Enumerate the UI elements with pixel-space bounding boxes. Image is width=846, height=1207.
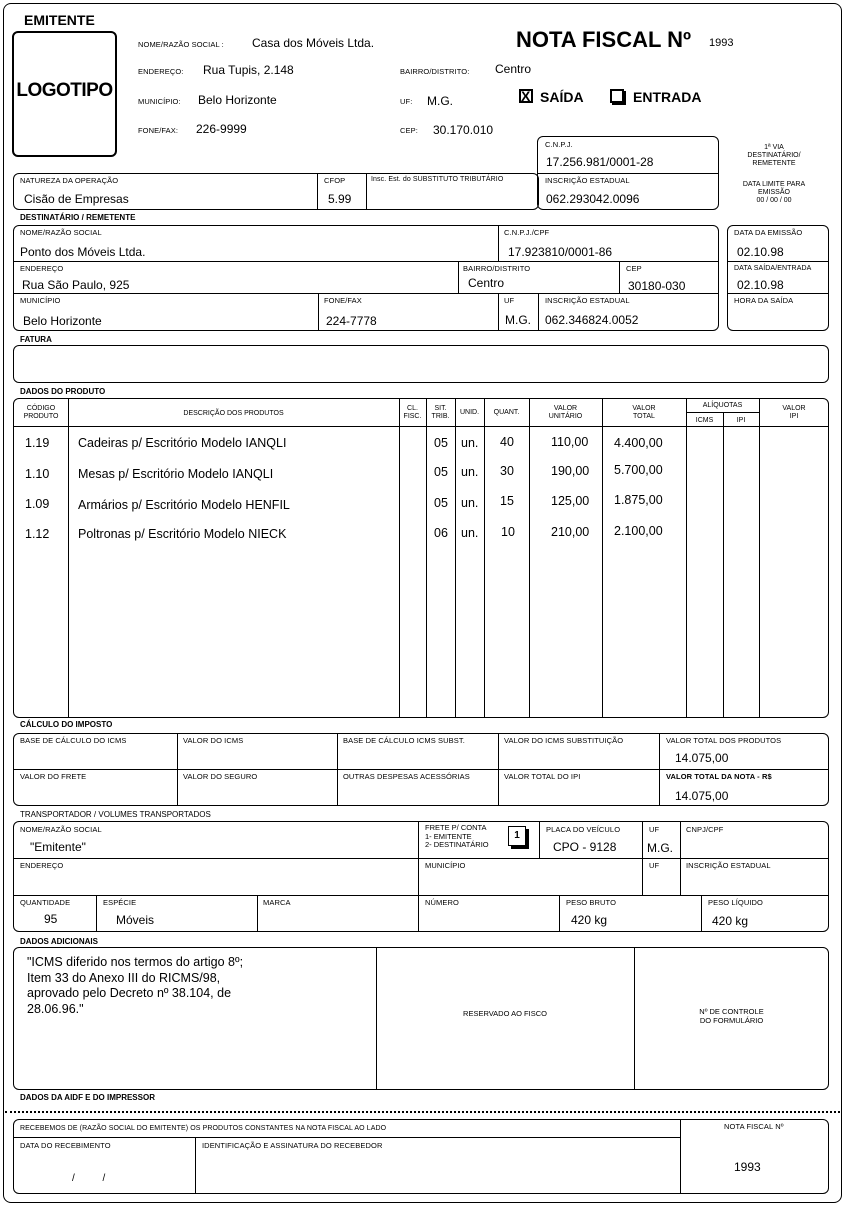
col-icms: ICMS — [695, 417, 714, 424]
emitente-municipio-label: MUNICÍPIO: — [138, 97, 181, 106]
data-recebimento-label: DATA DO RECEBIMENTO — [20, 1141, 111, 1150]
row-descricao: Cadeiras p/ Escritório Modelo IANQLI — [78, 436, 287, 450]
row-codigo: 1.10 — [25, 467, 50, 481]
row-unid: un. — [461, 465, 479, 479]
especie-label: ESPÉCIE — [103, 898, 137, 907]
transp-uf2-label: UF — [649, 861, 660, 870]
quantidade-label: QUANTIDADE — [20, 898, 71, 907]
col-aliquotas: ALÍQUOTAS — [702, 402, 743, 409]
transp-razao-value: "Emitente" — [30, 840, 86, 854]
saida-label: SAÍDA — [540, 89, 584, 105]
row-codigo: 1.12 — [25, 527, 50, 541]
peso-bruto-value: 420 kg — [571, 913, 608, 927]
dest-bairro-value: Centro — [468, 276, 505, 290]
col-valor-ipi: VALOR IPI — [782, 405, 806, 420]
row-quant: 15 — [500, 494, 514, 508]
frete-label: VALOR DO FRETE — [20, 772, 87, 781]
aidf-section-label: DADOS DA AIDF E DO IMPRESSOR — [20, 1093, 155, 1102]
emitente-fone-value: 226-9999 — [196, 122, 247, 136]
dest-fone-value: 224-7778 — [326, 314, 377, 328]
saida-check-mark: X — [521, 88, 531, 104]
dest-uf-label: UF — [504, 296, 515, 305]
imposto-section-label: CÁLCULO DO IMPOSTO — [20, 720, 113, 729]
cut-line — [5, 1111, 840, 1113]
row-unit: 110,00 — [551, 435, 589, 449]
transp-uf-value: M.G. — [647, 841, 673, 855]
hora-saida-label: HORA DA SAÍDA — [734, 296, 794, 305]
row-quant: 10 — [501, 525, 515, 539]
dest-uf-value: M.G. — [505, 313, 531, 327]
row-unid: un. — [461, 436, 479, 450]
saida-checkbox[interactable] — [519, 89, 533, 103]
peso-liquido-value: 420 kg — [712, 914, 749, 928]
dest-ie-value: 062.346824.0052 — [545, 313, 639, 327]
dest-municipio-label: MUNICÍPIO — [20, 296, 61, 305]
emitente-razao-value: Casa dos Móveis Ltda. — [252, 36, 375, 50]
data-emissao-value: 02.10.98 — [737, 245, 784, 259]
dest-fone-label: FONE/FAX — [324, 296, 362, 305]
row-total: 5.700,00 — [614, 463, 663, 477]
row-descricao: Poltronas p/ Escritório Modelo NIECK — [78, 527, 287, 541]
col-sit-trib: SIT. TRIB. — [431, 405, 450, 420]
row-unit: 125,00 — [551, 494, 590, 508]
emitente-cnpj-value: 17.256.981/0001-28 — [546, 155, 654, 169]
col-codigo: CÓDIGO PRODUTO — [23, 405, 59, 420]
col-cl-fisc: CL. FISC. — [403, 405, 422, 420]
dest-endereco-value: Rua São Paulo, 925 — [22, 278, 130, 292]
row-quant: 30 — [500, 464, 514, 478]
col-unid: UNID. — [459, 409, 480, 416]
emitente-municipio-value: Belo Horizonte — [198, 93, 277, 107]
emitente-cep-label: CEP: — [400, 126, 418, 135]
data-saida-value: 02.10.98 — [737, 278, 784, 292]
natureza-value: Cisão de Empresas — [24, 192, 129, 206]
produtos-section-label: DADOS DO PRODUTO — [20, 387, 106, 396]
marca-label: MARCA — [263, 898, 291, 907]
data-saida-label: DATA SAÍDA/ENTRADA — [734, 265, 812, 272]
row-descricao: Armários p/ Escritório Modelo HENFIL — [78, 498, 290, 512]
col-valor-total: VALOR TOTAL — [632, 405, 656, 420]
emitente-razao-label: NOME/RAZÃO SOCIAL : — [138, 40, 224, 49]
row-sit: 05 — [434, 436, 448, 450]
dest-cnpj-value: 17.923810/0001-86 — [508, 245, 613, 259]
placa-value: CPO - 9128 — [553, 840, 617, 854]
emitente-endereco-value: Rua Tupis, 2.148 — [203, 63, 294, 77]
ie-substituto-label: Insc. Est. do SUBSTITUTO TRIBUTÁRIO — [371, 176, 504, 183]
valor-nota-value: 14.075,00 — [675, 789, 729, 803]
row-quant: 40 — [500, 435, 514, 449]
entrada-checkbox[interactable] — [610, 89, 624, 103]
valor-ipi-label: VALOR TOTAL DO IPI — [504, 772, 581, 781]
canhoto-nota-label: NOTA FISCAL Nº — [724, 1122, 784, 1131]
nota-fiscal-number: 1993 — [709, 37, 734, 49]
via-label: 1ª VIA DESTINATÁRIO/ REMETENTE — [747, 144, 801, 167]
valor-icms-label: VALOR DO ICMS — [183, 736, 244, 745]
row-unit: 210,00 — [551, 525, 590, 539]
transp-uf-label: UF — [649, 825, 660, 834]
col-ipi: IPI — [736, 417, 746, 424]
dest-municipio-value: Belo Horizonte — [23, 314, 102, 328]
dest-ie-label: INSCRIÇÃO ESTADUAL — [545, 296, 630, 305]
canhoto-nota-value: 1993 — [734, 1160, 761, 1174]
cfop-label: CFOP — [324, 176, 346, 185]
peso-liquido-label: PESO LÍQUIDO — [708, 898, 763, 907]
adicionais-text: "ICMS diferido nos termos do artigo 8º; Item 33 do Anexo III do RICMS/98, aprovado pelo Decreto nº 38.104, de 28.06.96." — [27, 955, 244, 1016]
emitente-uf-label: UF: — [400, 97, 413, 106]
fatura-box — [13, 345, 829, 383]
especie-value: Móveis — [116, 913, 155, 927]
recebemos-label: RECEBEMOS DE (RAZÃO SOCIAL DO EMITENTE) OS PRODUTOS CONSTANTES NA NOTA FISCAL AO LADO — [20, 1125, 387, 1132]
row-codigo: 1.09 — [25, 497, 50, 511]
dest-razao-label: NOME/RAZÃO SOCIAL — [20, 228, 102, 237]
row-unit: 190,00 — [551, 464, 590, 478]
row-sit: 06 — [434, 526, 448, 540]
data-limite-label: DATA LIMITE PARA EMISSÃO 00 / 00 / 00 — [742, 181, 806, 204]
outras-despesas-label: OUTRAS DESPESAS ACESSÓRIAS — [343, 772, 470, 781]
base-icms-label: BASE DE CÁLCULO DO ICMS — [20, 736, 127, 745]
emitente-uf-value: M.G. — [427, 94, 453, 108]
valor-nota-label: VALOR TOTAL DA NOTA - R$ — [666, 772, 772, 781]
emitente-label: EMITENTE — [24, 12, 95, 28]
reservado-fisco: RESERVADO AO FISCO — [463, 1009, 547, 1018]
controle-formulario: Nº DE CONTROLE DO FORMULÁRIO — [699, 1007, 764, 1025]
row-unid: un. — [461, 496, 479, 510]
col-valor-unitario: VALOR UNITÁRIO — [548, 405, 583, 420]
adicionais-section-label: DADOS ADICIONAIS — [20, 937, 98, 946]
placa-label: PLACA DO VEÍCULO — [546, 825, 621, 834]
data-emissao-label: DATA DA EMISSÃO — [734, 228, 803, 237]
data-recebimento-field[interactable]: / / — [72, 1173, 106, 1184]
seguro-label: VALOR DO SEGURO — [183, 772, 258, 781]
base-subst-label: BASE DE CÁLCULO ICMS SUBST. — [343, 736, 465, 745]
valor-subst-label: VALOR DO ICMS SUBSTITUIÇÃO — [504, 736, 624, 745]
dest-bairro-label: BAIRRO/DISTRITO — [463, 264, 531, 273]
dest-cep-value: 30180-030 — [628, 279, 686, 293]
row-descricao: Mesas p/ Escritório Modelo IANQLI — [78, 467, 274, 481]
row-total: 4.400,00 — [614, 436, 663, 450]
peso-bruto-label: PESO BRUTO — [566, 898, 617, 907]
logo: LOGOTIPO — [16, 80, 113, 101]
col-descricao: DESCRIÇÃO DOS PRODUTOS — [183, 410, 284, 417]
emitente-ie-label: INSCRIÇÃO ESTADUAL — [545, 176, 630, 185]
transp-endereco-label: ENDEREÇO — [20, 861, 64, 870]
row-sit: 05 — [434, 465, 448, 479]
row-unid: un. — [461, 526, 479, 540]
emitente-bairro-value: Centro — [495, 62, 532, 76]
identificacao-label: IDENTIFICAÇÃO E ASSINATURA DO RECEBEDOR — [202, 1141, 383, 1150]
destinatario-section-label: DESTINATÁRIO / REMETENTE — [20, 213, 136, 222]
entrada-label: ENTRADA — [633, 89, 702, 105]
dest-cnpj-label: C.N.P.J./CPF — [504, 228, 550, 237]
row-total: 2.100,00 — [614, 524, 663, 538]
valor-produtos-label: VALOR TOTAL DOS PRODUTOS — [666, 736, 782, 745]
transp-municipio-label: MUNICÍPIO — [425, 861, 466, 870]
transportador-section-label: TRANSPORTADOR / VOLUMES TRANSPORTADOS — [20, 810, 211, 819]
numero-label: NÚMERO — [425, 898, 459, 907]
transp-razao-label: NOME/RAZÃO SOCIAL — [20, 825, 102, 834]
col-quant: QUANT. — [493, 409, 520, 416]
natureza-label: NATUREZA DA OPERAÇÃO — [20, 176, 119, 185]
row-codigo: 1.19 — [25, 436, 50, 450]
emitente-endereco-label: ENDEREÇO: — [138, 67, 184, 76]
transp-cnpj-label: CNPJ/CPF — [686, 825, 724, 834]
dest-cep-label: CEP — [626, 264, 642, 273]
nota-fiscal-title: NOTA FISCAL Nº — [516, 27, 692, 52]
emitente-cep-value: 30.170.010 — [433, 123, 494, 137]
row-total: 1.875,00 — [614, 493, 663, 507]
frete-conta-label: FRETE P/ CONTA 1- EMITENTE 2- DESTINATÁRIO — [425, 823, 489, 849]
cfop-value: 5.99 — [328, 192, 352, 206]
dest-endereco-label: ENDEREÇO — [20, 264, 64, 273]
row-sit: 05 — [434, 496, 448, 510]
emitente-bairro-label: BAIRRO/DISTRITO: — [400, 67, 470, 76]
quantidade-value: 95 — [44, 912, 58, 926]
emitente-fone-label: FONE/FAX: — [138, 126, 179, 135]
emitente-ie-value: 062.293042.0096 — [546, 192, 640, 206]
transp-ie-label: INSCRIÇÃO ESTADUAL — [686, 861, 771, 870]
dest-razao-value: Ponto dos Móveis Ltda. — [20, 245, 146, 259]
frete-conta-value: 1 — [508, 826, 526, 846]
emitente-cnpj-label: C.N.P.J. — [545, 140, 573, 149]
valor-produtos-value: 14.075,00 — [675, 751, 729, 765]
fatura-section-label: FATURA — [20, 335, 52, 344]
